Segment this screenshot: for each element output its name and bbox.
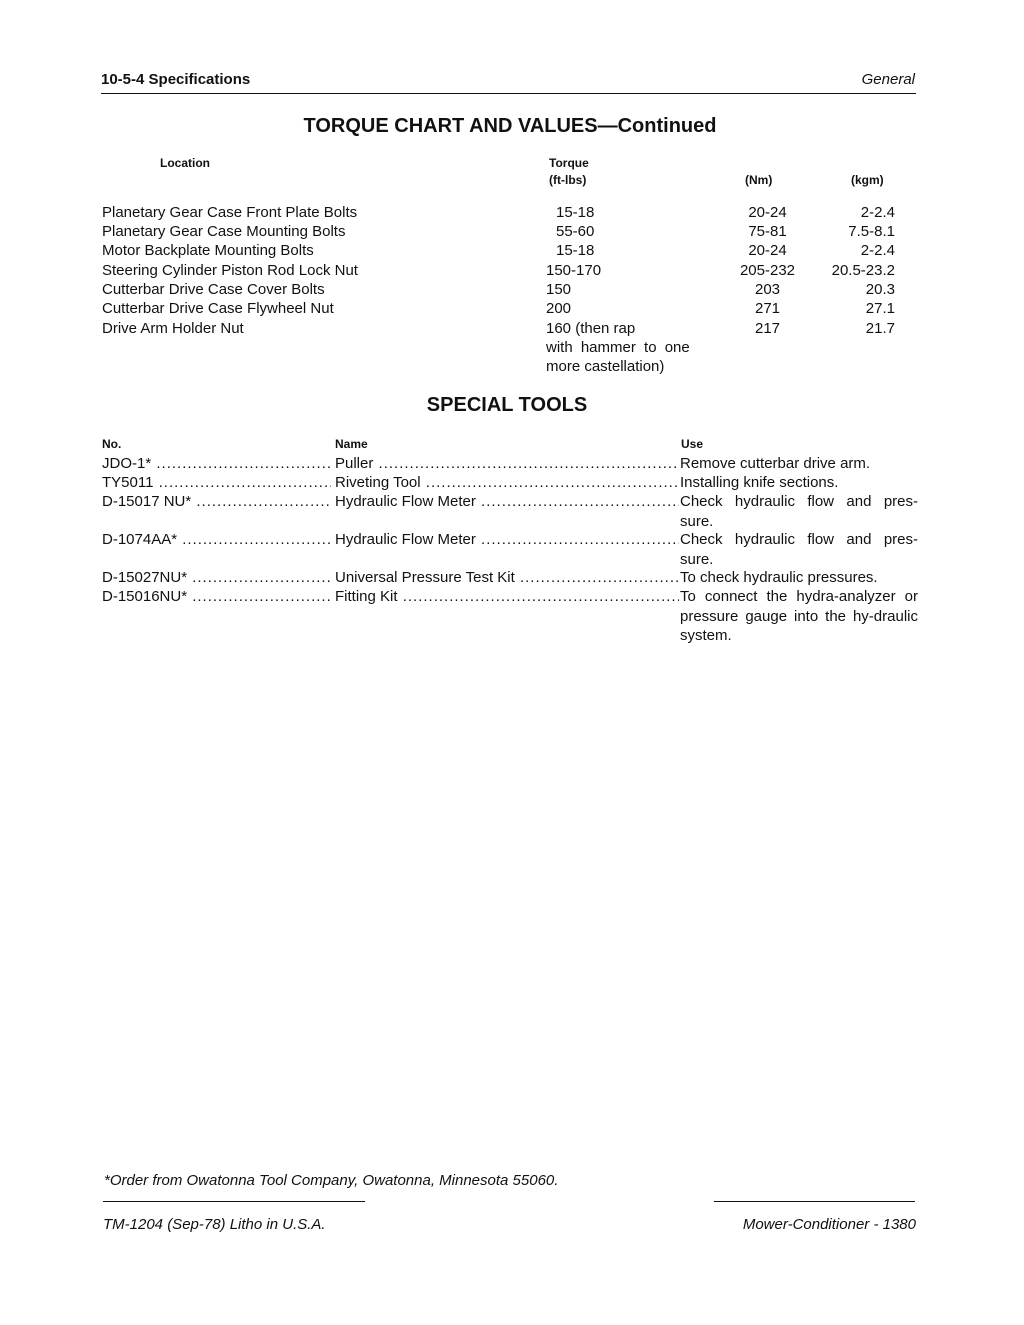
torque-ftlbs: 150-170 (546, 262, 602, 279)
torque-row (0, 242, 1024, 262)
tool-number: JDO-1* (102, 455, 152, 472)
col-nm-heading: (Nm) (745, 173, 773, 187)
tool-use: To check hydraulic pressures. (680, 569, 878, 586)
tool-row (102, 454, 917, 474)
tool-number: TY5011 (102, 474, 154, 491)
tool-number: D-15027NU* (102, 569, 188, 586)
col-use-heading: Use (681, 437, 704, 451)
torque-nm: 271 (754, 300, 781, 317)
torque-location: Steering Cylinder Piston Rod Lock Nut (102, 262, 358, 279)
torque-note-line (0, 358, 1024, 378)
footer-rule-right (714, 1201, 915, 1202)
torque-ftlbs: 15-18 (556, 204, 595, 221)
torque-location: Cutterbar Drive Case Flywheel Nut (102, 300, 334, 317)
tool-row (102, 473, 917, 493)
tool-number: D-1074AA* (102, 531, 178, 548)
torque-location: Drive Arm Holder Nut (102, 320, 244, 337)
torque-nm: 203 (754, 281, 781, 298)
torque-ftlbs: 55-60 (556, 223, 595, 240)
torque-location: Motor Backplate Mounting Bolts (102, 242, 314, 259)
torque-nm: 75-81 (748, 223, 787, 240)
torque-ftlbs: 15-18 (556, 242, 595, 259)
torque-location: Planetary Gear Case Mounting Bolts (102, 223, 346, 240)
footer-page-number: Mower-Conditioner - 1380 (742, 1216, 916, 1233)
col-kgm-heading: (kgm) (851, 173, 884, 187)
tool-name: Fitting Kit (335, 588, 398, 605)
footer-rule-left (103, 1201, 365, 1202)
tool-name: Puller (335, 455, 374, 472)
torque-ftlbs: 160 (then rap (546, 320, 636, 337)
torque-kgm: 7.5-8.1 (848, 223, 895, 240)
torque-row (0, 281, 1024, 301)
torque-kgm: 2-2.4 (860, 204, 895, 221)
tool-row (102, 530, 917, 570)
torque-kgm: 21.7 (865, 320, 895, 337)
col-torque-heading-line1: Torque (549, 156, 589, 170)
torque-note-line (0, 339, 1024, 359)
col-location-heading: Location (160, 156, 210, 170)
col-torque-heading (549, 155, 589, 189)
torque-nm: 20-24 (748, 242, 787, 259)
footer-publication: TM-1204 (Sep-78) Litho in U.S.A. (103, 1216, 326, 1233)
tool-name: Riveting Tool (335, 474, 421, 491)
footnote: *Order from Owatonna Tool Company, Owatonna, Minnesota 55060. (104, 1172, 559, 1189)
tool-number: D-15017 NU* (102, 493, 192, 510)
torque-nm: 20-24 (748, 204, 787, 221)
torque-row (0, 204, 1024, 224)
tool-use: Installing knife sections. (680, 474, 839, 491)
torque-row (0, 262, 1024, 282)
tool-use: Check hydraulic flow and pres-sure. (680, 493, 918, 530)
tool-number: D-15016NU* (102, 588, 188, 605)
col-torque-heading-line2: (ft-lbs) (549, 173, 587, 187)
section-number: 10-5-4 Specifications (101, 71, 251, 88)
torque-location: Cutterbar Drive Case Cover Bolts (102, 281, 325, 298)
torque-row (0, 300, 1024, 320)
tool-name: Hydraulic Flow Meter (335, 531, 476, 548)
section-category: General (861, 71, 915, 88)
torque-ftlbs: 200 (546, 300, 572, 317)
tool-row (102, 587, 917, 647)
torque-nm: 217 (754, 320, 781, 337)
torque-chart-title: TORQUE CHART AND VALUES—Continued (303, 115, 717, 137)
torque-nm: 205-232 (739, 262, 796, 279)
torque-row (0, 223, 1024, 243)
torque-note: more castellation) (546, 358, 665, 375)
torque-row (0, 320, 1024, 340)
torque-kgm: 20.3 (865, 281, 895, 298)
tool-use: To connect the hydra-analyzer or pressure gauge into the hy-draulic system. (680, 588, 918, 644)
col-name-heading: Name (335, 437, 368, 451)
col-no-heading: No. (102, 437, 122, 451)
header-rule (101, 93, 916, 94)
tool-name: Hydraulic Flow Meter (335, 493, 476, 510)
tool-name: Universal Pressure Test Kit (335, 569, 515, 586)
tool-use: Remove cutterbar drive arm. (680, 455, 871, 472)
torque-kgm: 20.5-23.2 (831, 262, 895, 279)
tool-row (102, 492, 917, 532)
special-tools-title: SPECIAL TOOLS (426, 394, 588, 416)
torque-note: with hammer to one (546, 339, 690, 356)
tool-use: Check hydraulic flow and pres-sure. (680, 531, 918, 568)
torque-location: Planetary Gear Case Front Plate Bolts (102, 204, 358, 221)
torque-kgm: 27.1 (865, 300, 895, 317)
tool-row (102, 568, 917, 588)
torque-kgm: 2-2.4 (860, 242, 895, 259)
torque-ftlbs: 150 (546, 281, 572, 298)
